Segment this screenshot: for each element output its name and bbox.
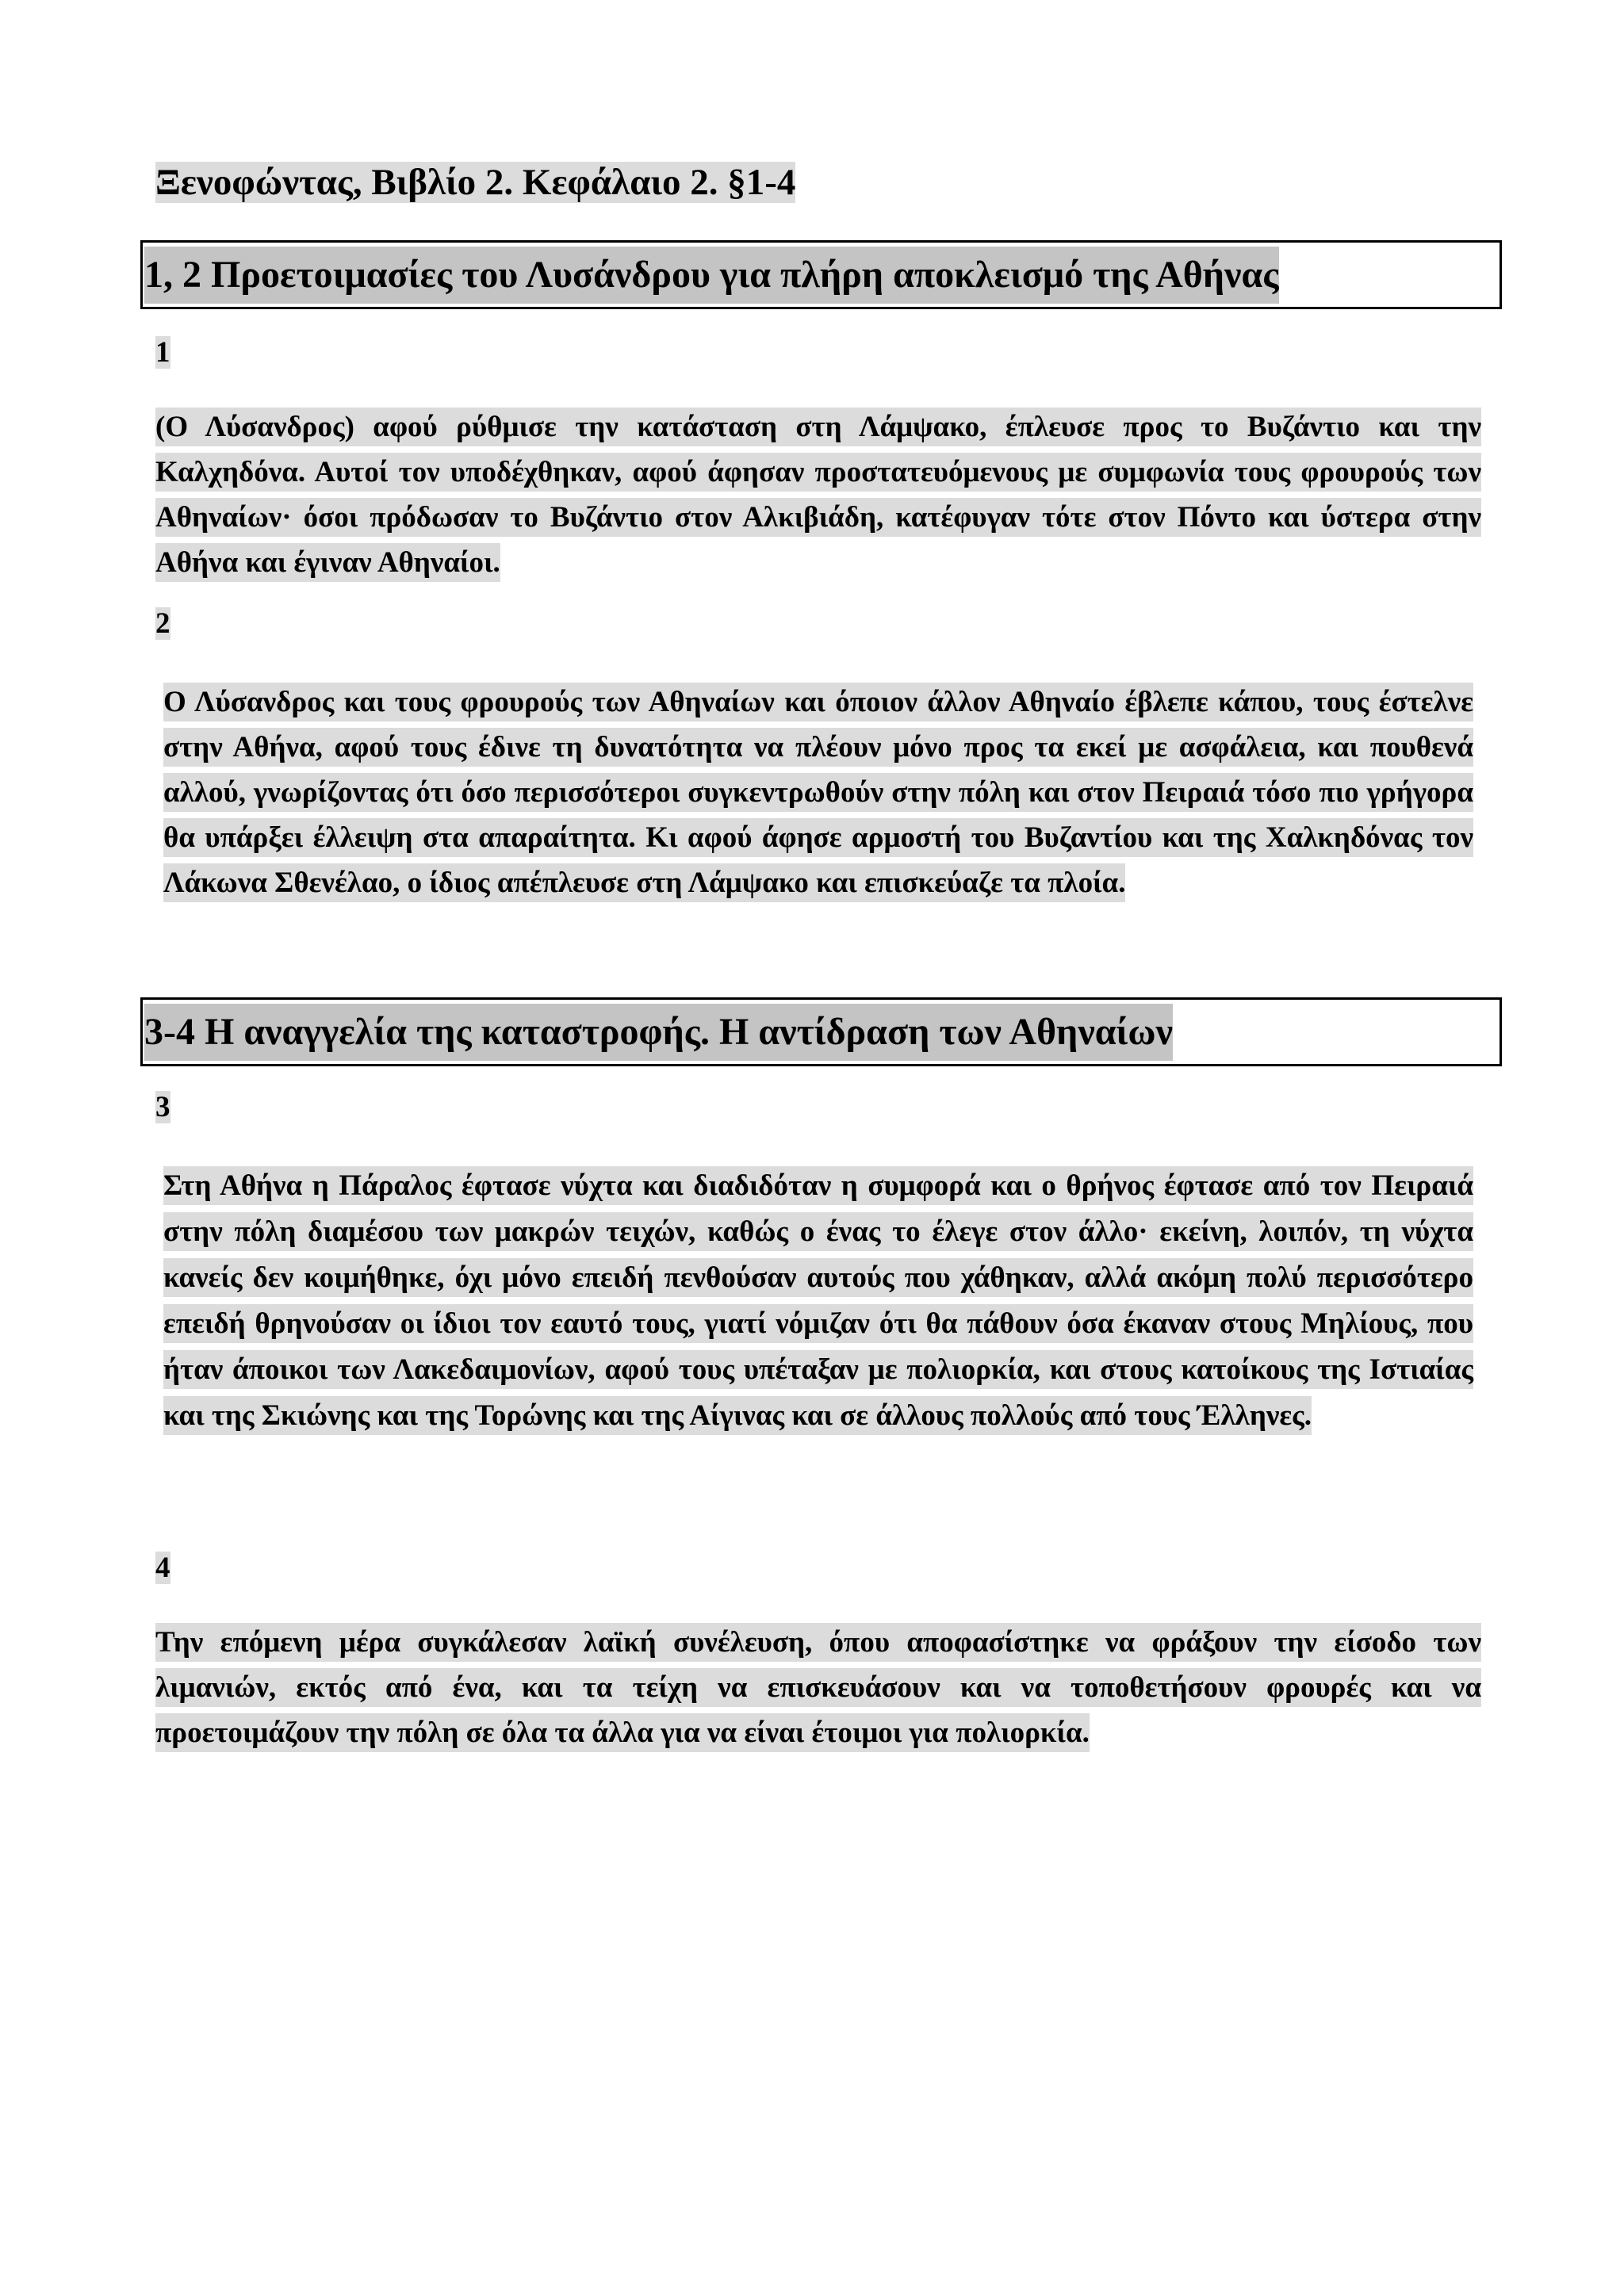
paragraph-number-3 xyxy=(155,1088,170,1127)
paragraph-4 xyxy=(155,1620,1481,1755)
paragraph-2-text: Ο Λύσανδρος και τους φρουρούς των Αθηναίων και όποιον άλλον Αθηναίο έβλεπε κάπου, τους έστελνε στην Αθήνα, αφού τους έδινε τη δυνατότητα να πλέουν μόνο προς τα εκεί με ασφάλεια, και πουθενά αλλού, γνωρίζοντας ότι όσο περισσότεροι συγκεντρωθούν στην πόλη και στον Πειραιά τόσο πιο γρήγορα θα υπάρξει έλλειψη στα απαραίτητα. Κι αφού άφησε αρμοστή του Βυζαντίου και της Χαλκηδόνας τον Λάκωνα Σθενέλαο, ο ίδιος απέπλευσε στη Λάμψακο και επισκεύαζε τα πλοία. xyxy=(163,683,1473,902)
paragraph-3 xyxy=(163,1163,1473,1439)
section-heading-2: 3-4 Η αναγγελία της καταστροφής. Η αντίδραση των Αθηναίων xyxy=(144,1004,1173,1061)
paragraph-number-1-text: 1 xyxy=(155,336,170,369)
paragraph-1-text: (Ο Λύσανδρος) αφού ρύθμισε την κατάσταση στη Λάμψακο, έπλευσε προς το Βυζάντιο και την Καλχηδόνα. Αυτοί τον υποδέχθηκαν, αφού άφησαν προστατευόμενους με συμφωνία τους φρουρούς των Αθηναίων· όσοι πρόδωσαν το Βυζάντιο στον Αλκιβιάδη, κατέφυγαν τότε στον Πόντο και ύστερα στην Αθήνα και έγιναν Αθηναίοι. xyxy=(155,408,1481,582)
paragraph-1 xyxy=(155,404,1481,585)
document-title xyxy=(155,155,795,210)
section-heading-1: 1, 2 Προετοιμασίες του Λυσάνδρου για πλήρη αποκλεισμό της Αθήνας xyxy=(144,247,1279,304)
paragraph-4-text: Την επόμενη μέρα συγκάλεσαν λαϊκή συνέλευση, όπου αποφασίστηκε να φράξουν την είσοδο των λιμανιών, εκτός από ένα, και τα τείχη να επισκευάσουν και να τοποθετήσουν φρουρές και να προετοιμάζουν την πόλη σε όλα τα άλλα για να είναι έτοιμοι για πολιορκία. xyxy=(155,1623,1481,1752)
section-heading-box-1 xyxy=(140,240,1502,309)
paragraph-number-1 xyxy=(155,333,170,373)
paragraph-number-2-text: 2 xyxy=(155,607,170,640)
paragraph-number-3-text: 3 xyxy=(155,1091,170,1123)
paragraph-2 xyxy=(163,679,1473,905)
paragraph-number-4-text: 4 xyxy=(155,1552,170,1584)
paragraph-number-2 xyxy=(155,604,170,644)
document-title-text: Ξενοφώντας, Βιβλίο 2. Κεφάλαιο 2. §1-4 xyxy=(155,162,796,203)
paragraph-3-text: Στη Αθήνα η Πάραλος έφτασε νύχτα και διαδιδόταν η συμφορά και ο θρήνος έφτασε από τον Πειραιά στην πόλη διαμέσου των μακρών τειχών, καθώς ο ένας το έλεγε στον άλλο· εκείνη, λοιπόν, τη νύχτα κανείς δεν κοιμήθηκε, όχι μόνο επειδή πενθούσαν αυτούς που χάθηκαν, αλλά ακόμη πολύ περισσότερο επειδή θρηνούσαν οι ίδιοι τον εαυτό τους, γιατί νόμιζαν ότι θα πάθουν όσα έκαναν στους Μηλίους, που ήταν άποικοι των Λακεδαιμονίων, αφού τους υπέταξαν με πολιορκία, και στους κατοίκους της Ιστιαίας και της Σκιώνης και της Τορώνης και της Αίγινας και σε άλλους πολλούς από τους Έλληνες. xyxy=(163,1166,1473,1435)
section-heading-box-2 xyxy=(140,997,1502,1066)
paragraph-number-4 xyxy=(155,1548,170,1588)
